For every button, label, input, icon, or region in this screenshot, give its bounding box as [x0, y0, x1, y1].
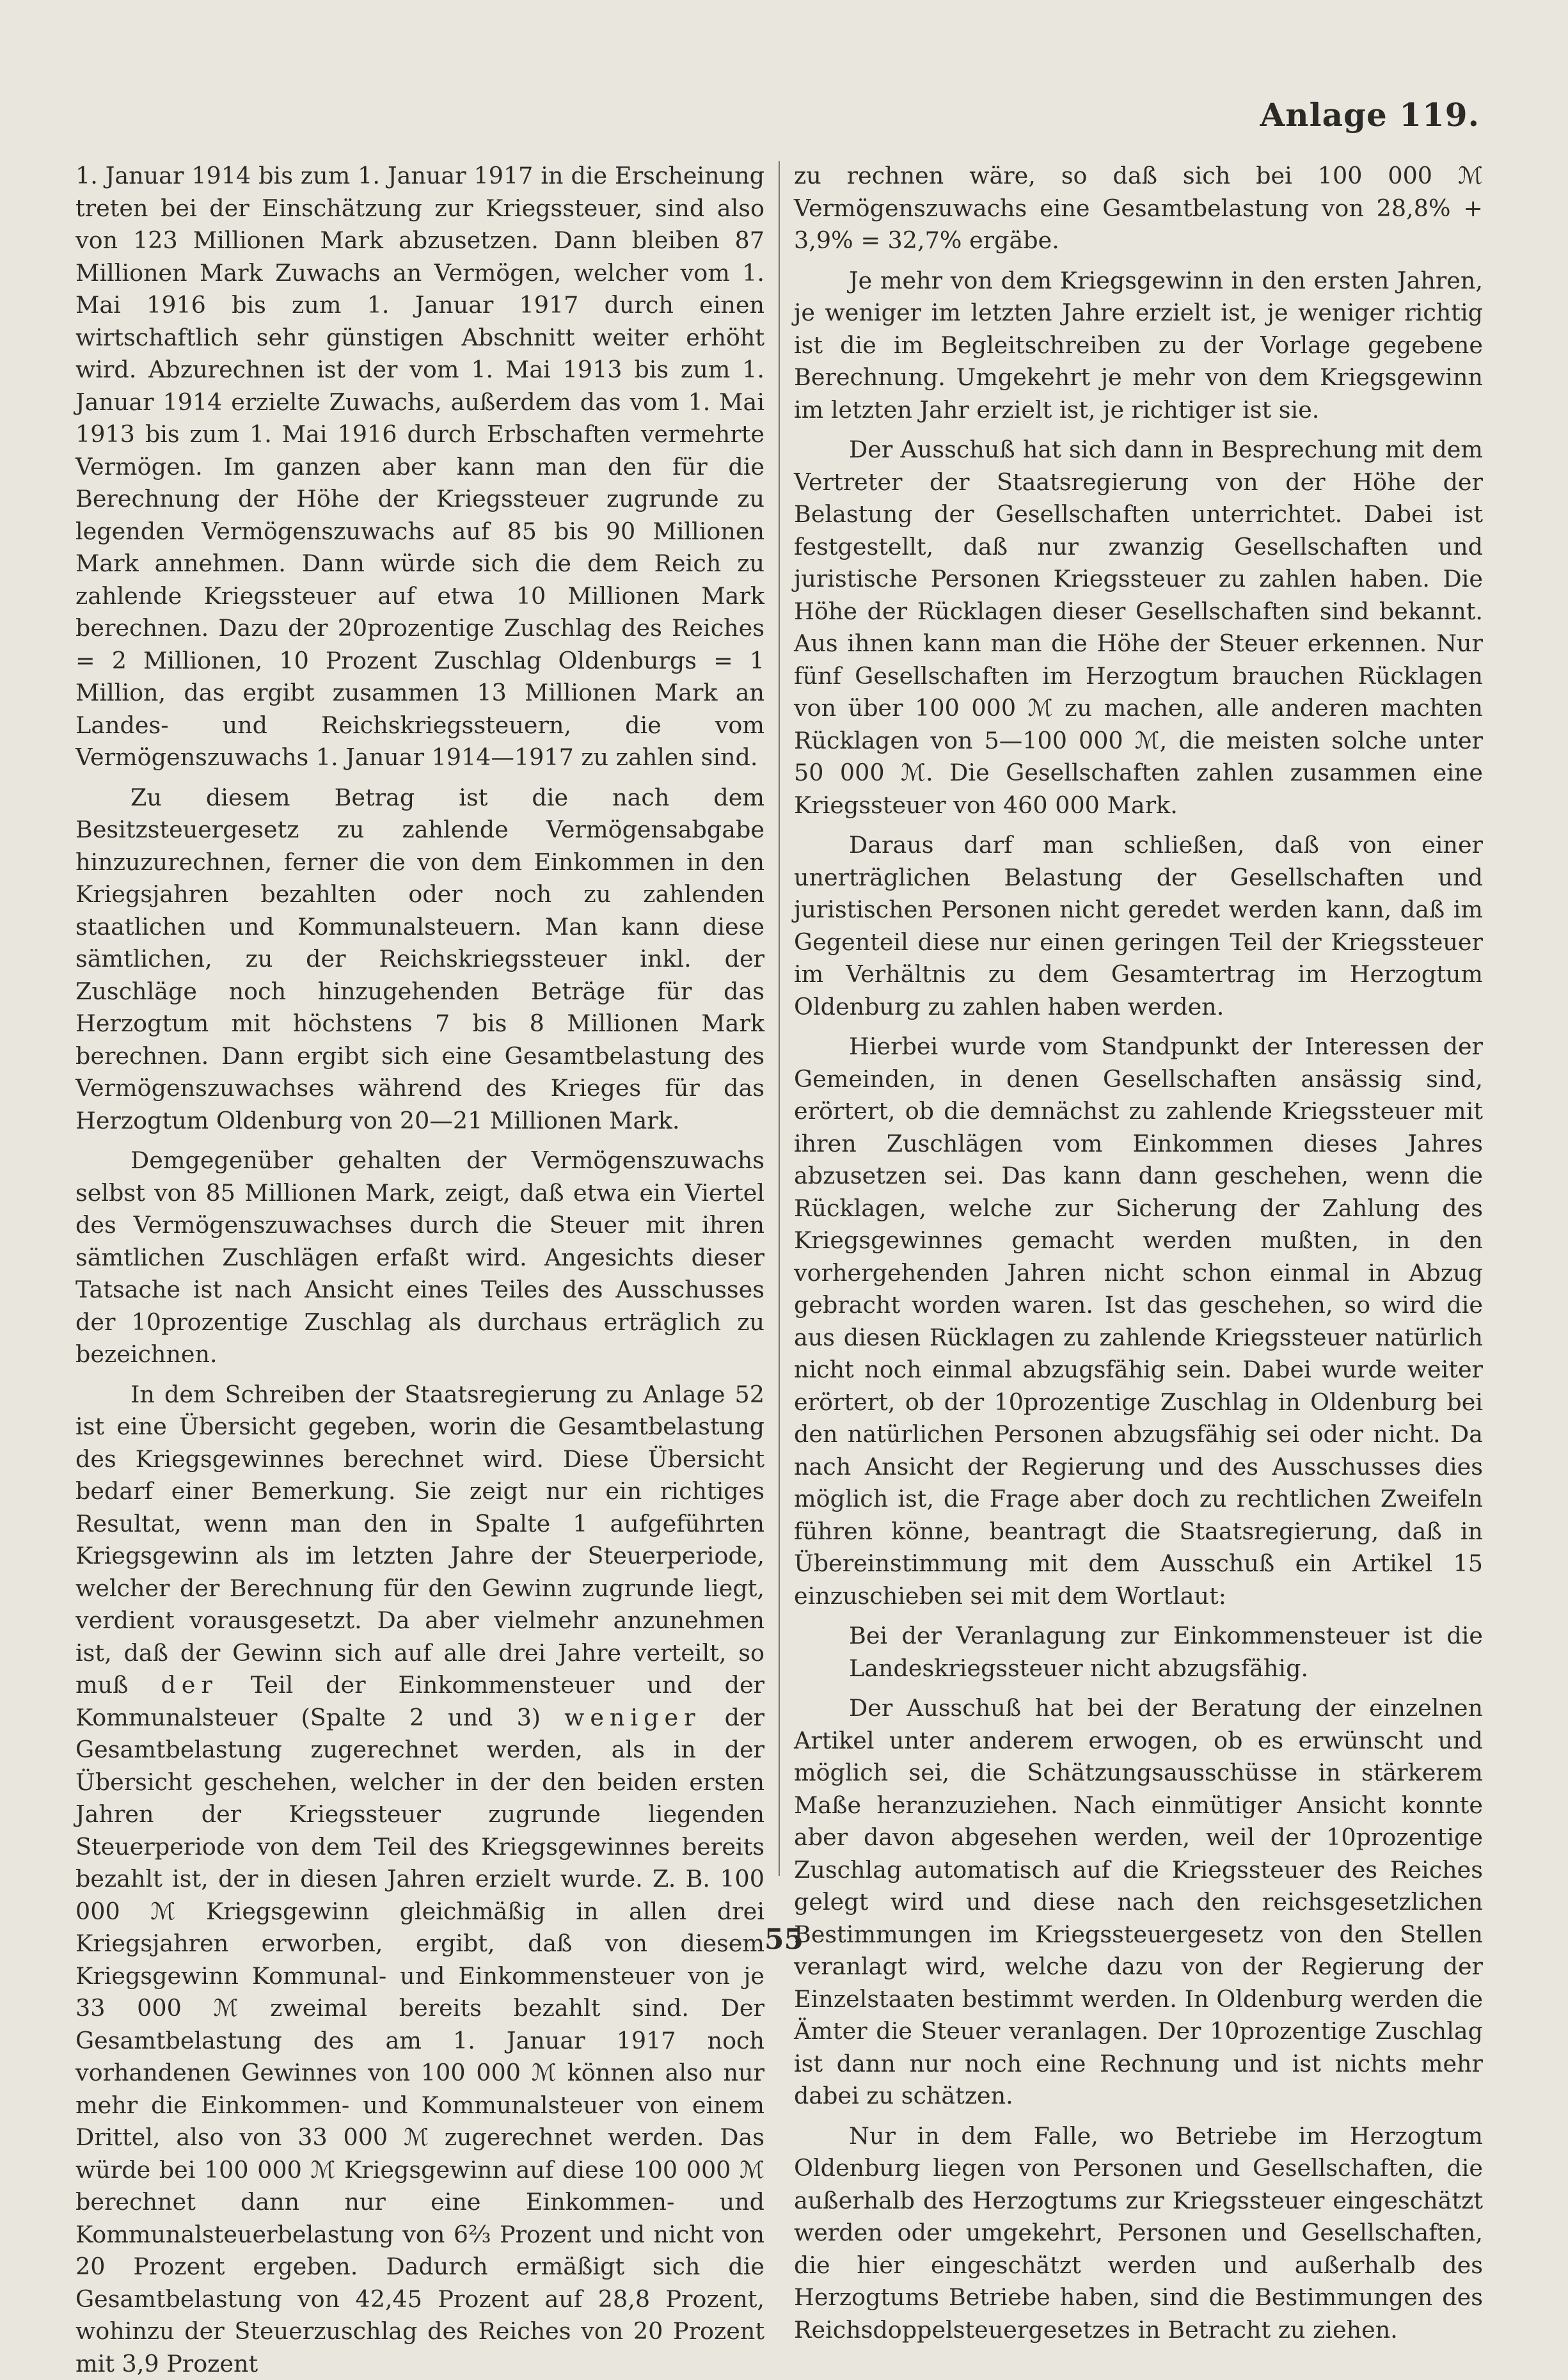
paragraph: Nur in dem Falle, wo Betriebe im Herzogtum Oldenburg liegen von Personen und Gesellschaften, die außerhalb des Herzogtums zur Kriegssteuer eingeschätzt werden oder umgekehrt, Personen und Gesellschaften, die hier eingeschätzt werden und außerhalb des Herzogtums Betriebe haben, sind die Bestimmungen des Reichsdoppelsteuergesetzes in Betracht zu ziehen.: [794, 2120, 1483, 2347]
paragraph: Je mehr von dem Kriegsgewinn in den ersten Jahren, je weniger im letzten Jahre erzielt ist, je weniger richtig ist die im Begleitschreiben zu der Vorlage gegebene Berechnung. Umgekehrt je mehr von dem Kriegsgewinn im letzten Jahr erzielt ist, je richtiger ist sie.: [794, 265, 1483, 427]
right-column: [794, 160, 1483, 1881]
column-divider: [779, 161, 780, 1876]
paragraph: Zu diesem Betrag ist die nach dem Besitzsteuergesetz zu zahlende Vermögensabgabe hinzuzurechnen, ferner die von dem Einkommen in den Kriegsjahren bezahlten oder noch zu zahlenden staatlichen und Kommunalsteuern. Man kann diese sämtlichen, zu der Reichskriegssteuer inkl. der Zuschläge noch hinzugehenden Beträge für das Herzogtum mit höchstens 7 bis 8 Millionen Mark berechnen. Dann ergibt sich eine Gesamtbelastung des Vermögenszuwachses während des Krieges für das Herzogtum Oldenburg von 20—21 Millionen Mark.: [75, 782, 764, 1138]
spaced-emphasis: der: [161, 1671, 218, 1699]
text-run: der Gesamtbelastung zugerechnet werden, als in der Übersicht geschehen, welcher in der den beiden ersten Jahren der Kriegssteuer zugrunde liegenden Steuerperiode von dem Teil des Kriegsgewinnes bereits bezahlt ist, der in diesen Jahren erzielt wurde. Z. B. 100 000 ℳ Kriegsgewinn gleichmäßig in allen drei Kriegsjahren erworben, ergibt, daß von diesem Kriegsgewinn Kommunal- und Einkommensteuer von je 33 000 ℳ zweimal bereits bezahlt sind. Der Gesamtbelastung des am 1. Januar 1917 noch vorhandenen Gewinnes von 100 000 ℳ können also nur mehr die Einkommen- und Kommunalsteuer von einem Drittel, also von 33 000 ℳ zugerechnet werden. Das würde bei 100 000 ℳ Kriegsgewinn auf diese 100 000 ℳ berechnet dann nur eine Einkommen- und Kommunalsteuerbelastung von 6⅔ Prozent und nicht von 20 Prozent ergeben. Dadurch ermäßigt sich die Gesamtbelastung von 42,45 Prozent auf 28,8 Prozent, wohinzu der Steuerzuschlag des Reiches von 20 Prozent mit 3,9 Prozent: [75, 1704, 764, 2377]
text-run: In dem Schreiben der Staatsregierung zu Anlage 52 ist eine Übersicht gegeben, worin die Gesamtbelastung des Kriegsgewinnes berechnet wird. Diese Übersicht bedarf einer Bemerkung. Sie zeigt nur ein richtiges Resultat, wenn man den in Spalte 1 aufgeführten Kriegsgewinn als im letzten Jahre der Steuerperiode, welcher der Berechnung für den Gewinn zugrunde liegt, verdient vorausgesetzt. Da aber vielmehr anzunehmen ist, daß der Gewinn sich auf alle drei Jahre verteilt, so muß: [75, 1381, 764, 1699]
quoted-article: Bei der Veranlagung zur Einkommensteuer ist die Landeskriegssteuer nicht abzugsfähig.: [849, 1620, 1483, 1685]
paragraph: Der Ausschuß hat bei der Beratung der einzelnen Artikel unter anderem erwogen, ob es erwünscht und möglich sei, die Schätzungsausschüsse in stärkerem Maße heranzuziehen. Nach einmütiger Ansicht konnte aber davon abgesehen werden, weil der 10prozentige Zuschlag automatisch auf die Kriegssteuer des Reiches gelegt wird und diese nach den reichsgesetzlichen Bestimmungen im Kriegssteuergesetz von den Stellen veranlagt wird, welche dazu von der Regierung der Einzelstaaten bestimmt werden. In Oldenburg werden die Ämter die Steuer veranlagen. Der 10prozentige Zuschlag ist dann nur noch eine Rechnung und ist nichts mehr dabei zu schätzen.: [794, 1692, 1483, 2113]
paragraph: zu rechnen wäre, so daß sich bei 100 000 ℳ Vermögenszuwachs eine Gesamtbelastung von 28,8% + 3,9% = 32,7% ergäbe.: [794, 160, 1483, 257]
paragraph: Der Ausschuß hat sich dann in Besprechung mit dem Vertreter der Staatsregierung von der Höhe der Belastung der Gesellschaften unterrichtet. Dabei ist festgestellt, daß nur zwanzig Gesellschaften und juristische Personen Kriegssteuer zu zahlen haben. Die Höhe der Rücklagen dieser Gesellschaften sind bekannt. Aus ihnen kann man die Höhe der Steuer erkennen. Nur fünf Gesellschaften im Herzogtum brauchen Rücklagen von über 100 000 ℳ zu machen, alle anderen machten Rücklagen von 5—100 000 ℳ, die meisten solche unter 50 000 ℳ. Die Gesellschaften zahlen zusammen eine Kriegssteuer von 460 000 Mark.: [794, 434, 1483, 821]
spaced-emphasis: weniger: [564, 1704, 701, 1731]
paragraph: 1. Januar 1914 bis zum 1. Januar 1917 in die Erscheinung treten bei der Einschätzung zur Kriegssteuer, sind also von 123 Millionen Mark abzusetzen. Dann bleiben 87 Millionen Mark Zuwachs an Vermögen, welcher vom 1. Mai 1916 bis zum 1. Januar 1917 durch einen wirtschaftlich sehr günstigen Abschnitt weiter erhöht wird. Abzurechnen ist der vom 1. Mai 1913 bis zum 1. Januar 1914 erzielte Zuwachs, außerdem das vom 1. Mai 1913 bis zum 1. Mai 1916 durch Erbschaften vermehrte Vermögen. Im ganzen aber kann man den für die Berechnung der Höhe der Kriegssteuer zugrunde zu legenden Vermögenszuwachs auf 85 bis 90 Millionen Mark annehmen. Dann würde sich die dem Reich zu zahlende Kriegssteuer auf etwa 10 Millionen Mark berechnen. Dazu der 20prozentige Zuschlag des Reiches = 2 Millionen, 10 Prozent Zuschlag Oldenburgs = 1 Million, das ergibt zusammen 13 Millionen Mark an Landes- und Reichskriegssteuern, die vom Vermögenszuwachs 1. Januar 1914—1917 zu zahlen sind.: [75, 160, 764, 774]
text-columns: [75, 160, 1483, 1881]
paragraph: Daraus darf man schließen, daß von einer unerträglichen Belastung der Gesellschaften und juristischen Personen nicht geredet werden kann, daß im Gegenteil diese nur einen geringen Teil der Kriegssteuer im Verhältnis zu dem Gesamtertrag im Herzogtum Oldenburg zu zahlen haben werden.: [794, 829, 1483, 1023]
left-column: [75, 160, 764, 1881]
page-number: 55: [0, 1923, 1568, 1956]
text-run: Teil der Einkommensteuer und der Kommunalsteuer (Spalte 2 und 3): [75, 1671, 764, 1731]
annex-label: Anlage 119.: [1260, 96, 1480, 134]
paragraph: Demgegenüber gehalten der Vermögenszuwachs selbst von 85 Millionen Mark, zeigt, daß etwa ein Viertel des Vermögenszuwachses durch die Steuer mit ihren sämtlichen Zuschlägen erfaßt wird. Angesichts dieser Tatsache ist nach Ansicht eines Teiles des Ausschusses der 10prozentige Zuschlag als durchaus erträglich zu bezeichnen.: [75, 1145, 764, 1371]
paragraph: Hierbei wurde vom Standpunkt der Interessen der Gemeinden, in denen Gesellschaften ansässig sind, erörtert, ob die demnächst zu zahlende Kriegssteuer mit ihren Zuschlägen vom Einkommen dieses Jahres abzusetzen sei. Das kann dann geschehen, wenn die Rücklagen, welche zur Sicherung der Zahlung des Kriegsgewinnes gemacht werden mußten, in den vorhergehenden Jahren nicht schon einmal in Abzug gebracht worden waren. Ist das geschehen, so wird die aus diesen Rücklagen zu zahlende Kriegssteuer natürlich nicht noch einmal abzugsfähig sein. Dabei wurde weiter erörtert, ob der 10prozentige Zuschlag in Oldenburg bei den natürlichen Personen abzugsfähig sei oder nicht. Da nach Ansicht der Regierung und des Ausschusses dies möglich ist, die Frage aber doch zu rechtlichen Zweifeln führen könne, beantragt die Staatsregierung, daß in Übereinstimmung mit dem Ausschuß ein Artikel 15 einzuschieben sei mit dem Wortlaut:: [794, 1031, 1483, 1612]
paragraph: [75, 1379, 764, 2380]
